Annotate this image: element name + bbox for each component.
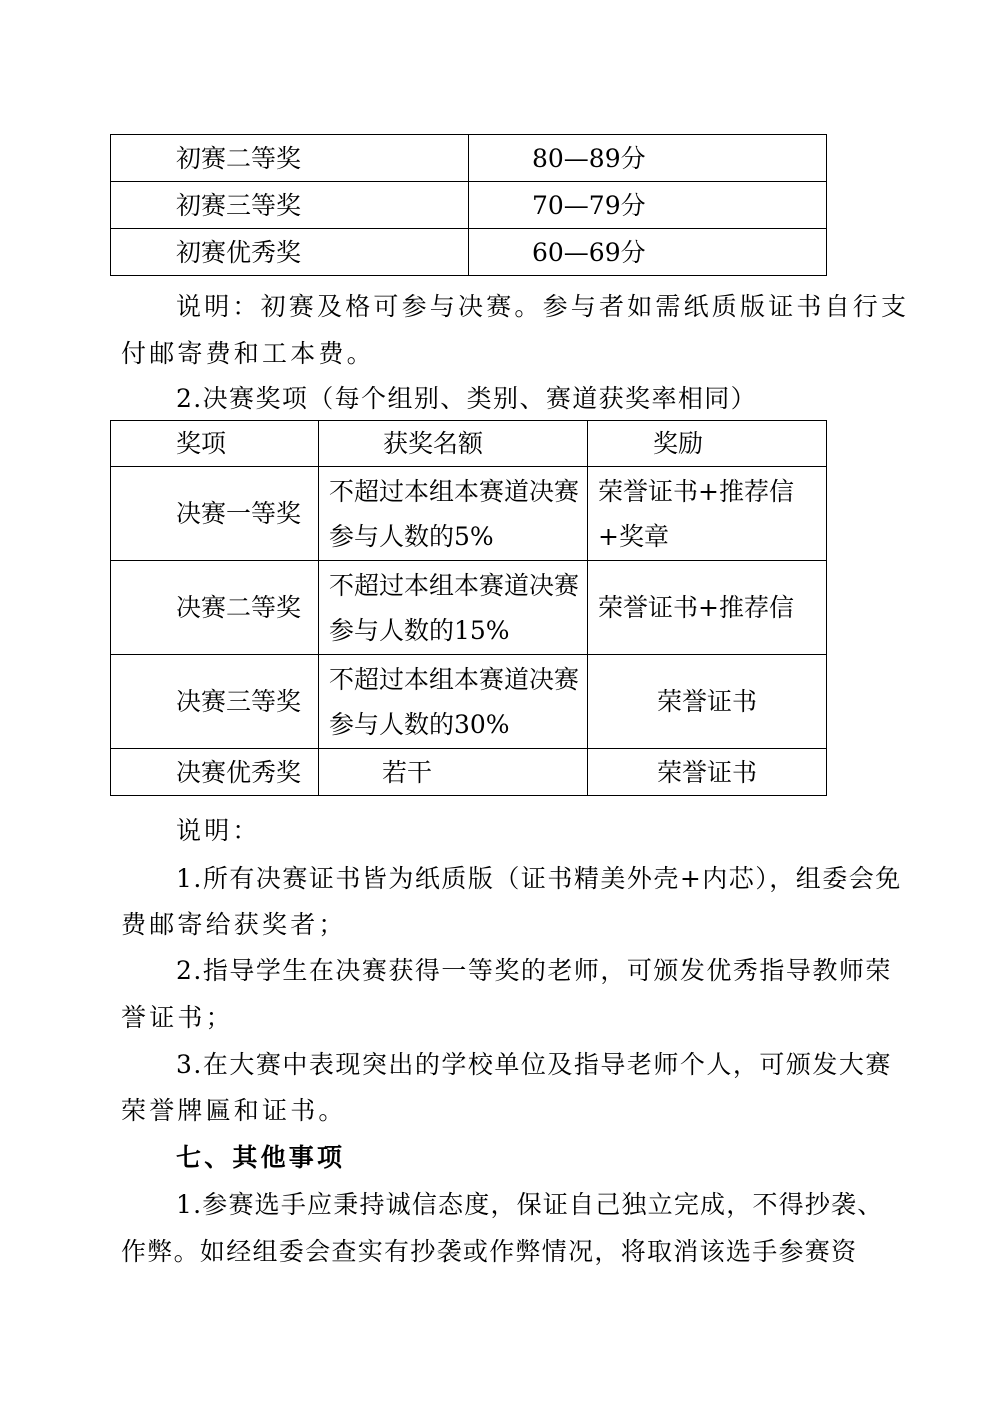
- note-label: 说明：: [176, 816, 261, 845]
- award-cell: 决赛一等奖: [111, 467, 319, 561]
- paragraph-line: 1.参赛选手应秉持诚信态度，保证自己独立完成，不得抄袭、: [176, 1190, 884, 1219]
- note-line: 3.在大赛中表现突出的学校单位及指导老师个人，可颁发大赛: [176, 1050, 892, 1079]
- table-row: [111, 229, 827, 276]
- quota-cell: 若干: [319, 749, 588, 796]
- note-line: 费邮寄给获奖者；: [121, 910, 347, 939]
- reward-cell: 荣誉证书: [588, 749, 827, 796]
- note-line: 2.指导学生在决赛获得一等奖的老师，可颁发优秀指导教师荣: [176, 956, 892, 985]
- quota-cell: 不超过本组本赛道决赛参与人数的5%: [319, 467, 588, 561]
- table-row: [111, 182, 827, 229]
- header-reward: 奖励: [588, 421, 827, 467]
- note-line: 誉证书；: [121, 1003, 234, 1032]
- note-line: 说明：初赛及格可参与决赛。参与者如需纸质版证书自行支: [176, 292, 910, 321]
- header-award: 奖项: [111, 421, 319, 467]
- prelim-award-table: [110, 134, 827, 276]
- table-row: [111, 749, 827, 796]
- score-cell: 80—89分: [469, 135, 827, 182]
- award-cell: 初赛二等奖: [111, 135, 469, 182]
- note-line: 付邮寄费和工本费。: [121, 339, 375, 368]
- reward-cell: 荣誉证书+推荐信+奖章: [588, 467, 827, 561]
- table-row: [111, 135, 827, 182]
- quota-cell: 不超过本组本赛道决赛参与人数的15%: [319, 561, 588, 655]
- score-cell: 70—79分: [469, 182, 827, 229]
- score-cell: 60—69分: [469, 229, 827, 276]
- note-line: 荣誉牌匾和证书。: [121, 1096, 347, 1125]
- table-row: [111, 655, 827, 749]
- table-row: [111, 467, 827, 561]
- table-row: [111, 561, 827, 655]
- table-header-row: [111, 421, 827, 467]
- final-award-table: [110, 420, 827, 796]
- note-line: 1.所有决赛证书皆为纸质版（证书精美外壳+内芯），组委会免: [176, 864, 902, 893]
- award-cell: 决赛三等奖: [111, 655, 319, 749]
- reward-cell: 荣誉证书: [588, 655, 827, 749]
- award-cell: 初赛三等奖: [111, 182, 469, 229]
- header-quota: 获奖名额: [319, 421, 588, 467]
- quota-cell: 不超过本组本赛道决赛参与人数的30%: [319, 655, 588, 749]
- reward-cell: 荣誉证书+推荐信: [588, 561, 827, 655]
- section-heading: 七、其他事项: [176, 1143, 346, 1172]
- award-cell: 决赛优秀奖: [111, 749, 319, 796]
- award-cell: 决赛二等奖: [111, 561, 319, 655]
- final-awards-heading: 2.决赛奖项（每个组别、类别、赛道获奖率相同）: [176, 384, 758, 413]
- award-cell: 初赛优秀奖: [111, 229, 469, 276]
- paragraph-line: 作弊。如经组委会查实有抄袭或作弊情况，将取消该选手参赛资: [121, 1237, 858, 1266]
